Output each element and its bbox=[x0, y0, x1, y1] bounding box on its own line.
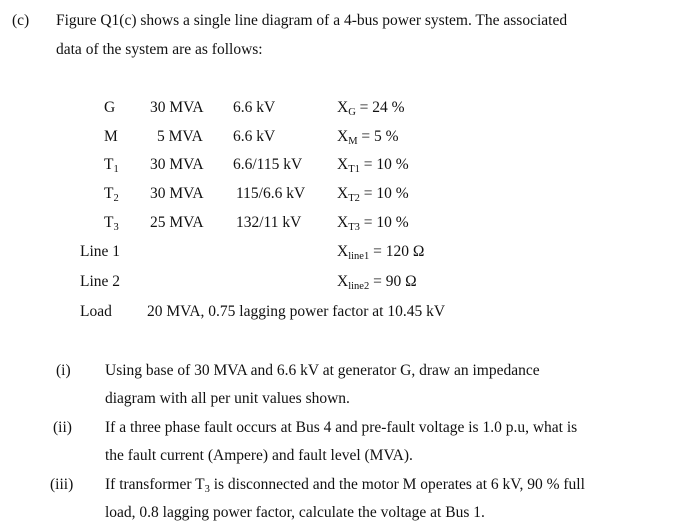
rating-t2: 30 MVA bbox=[150, 185, 204, 202]
question-label-ii: (ii) bbox=[53, 419, 72, 436]
component-name-t3: $T_3$ bbox=[104, 214, 119, 233]
question-i-line-1: Using base of 30 MVA and 6.6 kV at generator G, draw an impedance bbox=[105, 362, 540, 379]
load-label: Load bbox=[80, 303, 112, 320]
reactance-line-1: $X_{line1} = 120$ Ω bbox=[337, 243, 425, 262]
component-name-g: G bbox=[104, 99, 116, 116]
voltage-t1: 6.6/115 kV bbox=[233, 156, 303, 173]
voltage-t3: 132/11 kV bbox=[236, 214, 302, 231]
line-2-label: Line 2 bbox=[80, 273, 121, 290]
reactance-t2: $X_{T2} = 10$ % bbox=[337, 185, 409, 204]
line-1-label: Line 1 bbox=[80, 243, 121, 260]
component-name-t2: $T_2$ bbox=[104, 185, 119, 204]
reactance-t1: $X_{T1} = 10$ % bbox=[337, 156, 409, 175]
question-label-i: (i) bbox=[56, 362, 71, 379]
question-ii-line-1: If a three phase fault occurs at Bus 4 and pre-fault voltage is 1.0 p.u, what is bbox=[105, 419, 578, 436]
reactance-g: $X_G = 24$ % bbox=[337, 99, 405, 118]
voltage-t2: 115/6.6 kV bbox=[236, 185, 306, 202]
question-iii-line-2: load, 0.8 lagging power factor, calculate the voltage at Bus 1. bbox=[105, 504, 485, 521]
reactance-t3: $X_{T3} = 10$ % bbox=[337, 214, 409, 233]
rating-t3: 25 MVA bbox=[150, 214, 204, 231]
load-description: 20 MVA, 0.75 lagging power factor at 10.45 kV bbox=[147, 303, 446, 320]
rating-m: 5 MVA bbox=[157, 128, 203, 145]
question-iii-line-1: If transformer $T_3$ is disconnected and the motor M operates at 6 kV, 90 % full bbox=[105, 476, 585, 495]
question-i-line-2: diagram with all per unit values shown. bbox=[105, 390, 350, 407]
question-ii-line-2: the fault current (Ampere) and fault level (MVA). bbox=[105, 447, 413, 464]
rating-t1: 30 MVA bbox=[150, 156, 204, 173]
part-label: (c) bbox=[12, 12, 30, 29]
voltage-m: 6.6 kV bbox=[233, 128, 276, 145]
intro-line-1: Figure Q1(c) shows a single line diagram of a 4-bus power system. The associated bbox=[56, 12, 568, 29]
question-label-iii: (iii) bbox=[50, 476, 74, 493]
rating-g: 30 MVA bbox=[150, 99, 204, 116]
intro-line-2: data of the system are as follows: bbox=[56, 41, 263, 58]
reactance-m: $X_M = 5$ % bbox=[337, 128, 399, 147]
component-name-m: M bbox=[104, 128, 118, 145]
voltage-g: 6.6 kV bbox=[233, 99, 276, 116]
reactance-line-2: $X_{line2} = 90$ Ω bbox=[337, 273, 417, 292]
component-name-t1: $T_1$ bbox=[104, 156, 119, 175]
